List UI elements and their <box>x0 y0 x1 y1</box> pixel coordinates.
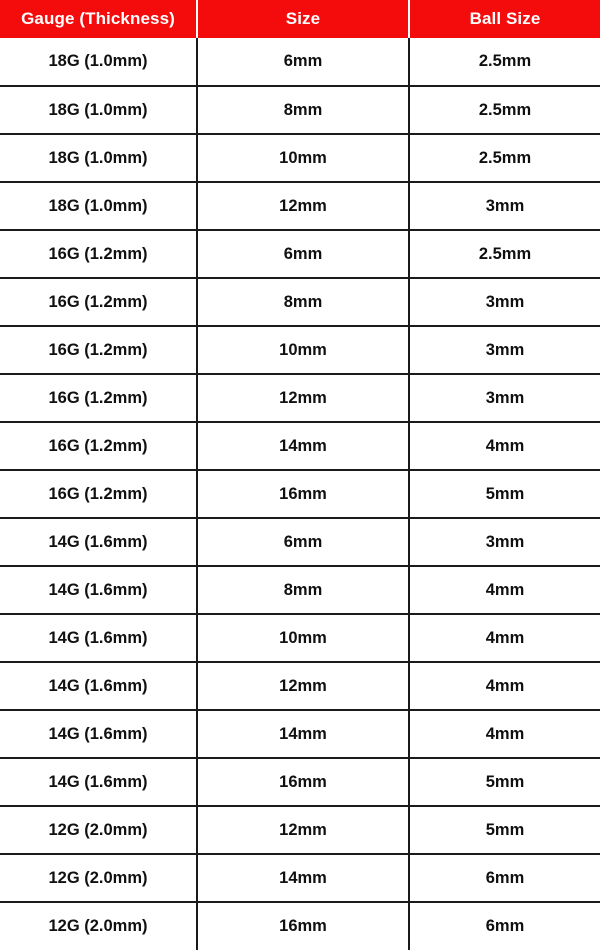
table-header <box>0 0 600 38</box>
table-row <box>0 470 600 518</box>
cell-gauge: 14G (1.6mm) <box>0 758 197 806</box>
table-row <box>0 230 600 278</box>
cell-gauge: 14G (1.6mm) <box>0 518 197 566</box>
table-row <box>0 710 600 758</box>
cell-gauge: 16G (1.2mm) <box>0 278 197 326</box>
cell-size: 14mm <box>197 854 409 902</box>
column-header-ball-size: Ball Size <box>409 0 600 38</box>
table-row <box>0 806 600 854</box>
cell-gauge: 16G (1.2mm) <box>0 326 197 374</box>
cell-ball-size: 3mm <box>409 518 600 566</box>
cell-ball-size: 2.5mm <box>409 134 600 182</box>
cell-ball-size: 3mm <box>409 374 600 422</box>
column-header-gauge: Gauge (Thickness) <box>0 0 197 38</box>
table-header-row <box>0 0 600 38</box>
table-row <box>0 902 600 950</box>
cell-gauge: 18G (1.0mm) <box>0 134 197 182</box>
table-body <box>0 38 600 950</box>
cell-size: 12mm <box>197 182 409 230</box>
cell-gauge: 14G (1.6mm) <box>0 614 197 662</box>
cell-size: 12mm <box>197 806 409 854</box>
cell-ball-size: 4mm <box>409 566 600 614</box>
cell-gauge: 14G (1.6mm) <box>0 662 197 710</box>
cell-size: 8mm <box>197 278 409 326</box>
table-row <box>0 86 600 134</box>
table-row <box>0 566 600 614</box>
table-row <box>0 38 600 86</box>
cell-ball-size: 6mm <box>409 854 600 902</box>
cell-gauge: 16G (1.2mm) <box>0 470 197 518</box>
cell-gauge: 14G (1.6mm) <box>0 710 197 758</box>
table-row <box>0 614 600 662</box>
cell-size: 16mm <box>197 902 409 950</box>
table-row <box>0 278 600 326</box>
cell-gauge: 18G (1.0mm) <box>0 182 197 230</box>
table-row <box>0 518 600 566</box>
cell-ball-size: 5mm <box>409 758 600 806</box>
cell-ball-size: 4mm <box>409 614 600 662</box>
cell-ball-size: 3mm <box>409 278 600 326</box>
cell-gauge: 16G (1.2mm) <box>0 230 197 278</box>
cell-size: 16mm <box>197 758 409 806</box>
cell-size: 8mm <box>197 86 409 134</box>
cell-size: 10mm <box>197 614 409 662</box>
cell-gauge: 18G (1.0mm) <box>0 38 197 86</box>
table-row <box>0 758 600 806</box>
cell-ball-size: 3mm <box>409 182 600 230</box>
table-row <box>0 854 600 902</box>
cell-ball-size: 3mm <box>409 326 600 374</box>
cell-ball-size: 6mm <box>409 902 600 950</box>
cell-ball-size: 4mm <box>409 710 600 758</box>
cell-size: 14mm <box>197 710 409 758</box>
cell-ball-size: 2.5mm <box>409 86 600 134</box>
table-row <box>0 134 600 182</box>
cell-gauge: 12G (2.0mm) <box>0 806 197 854</box>
cell-gauge: 16G (1.2mm) <box>0 422 197 470</box>
cell-gauge: 18G (1.0mm) <box>0 86 197 134</box>
cell-gauge: 12G (2.0mm) <box>0 902 197 950</box>
cell-size: 12mm <box>197 662 409 710</box>
cell-gauge: 16G (1.2mm) <box>0 374 197 422</box>
table-row <box>0 422 600 470</box>
cell-ball-size: 5mm <box>409 806 600 854</box>
cell-size: 8mm <box>197 566 409 614</box>
table-row <box>0 326 600 374</box>
cell-gauge: 14G (1.6mm) <box>0 566 197 614</box>
cell-size: 6mm <box>197 38 409 86</box>
cell-ball-size: 4mm <box>409 422 600 470</box>
cell-ball-size: 2.5mm <box>409 38 600 86</box>
cell-size: 10mm <box>197 134 409 182</box>
cell-ball-size: 2.5mm <box>409 230 600 278</box>
cell-ball-size: 4mm <box>409 662 600 710</box>
cell-size: 6mm <box>197 230 409 278</box>
cell-size: 14mm <box>197 422 409 470</box>
cell-size: 16mm <box>197 470 409 518</box>
table-row <box>0 662 600 710</box>
cell-size: 12mm <box>197 374 409 422</box>
cell-ball-size: 5mm <box>409 470 600 518</box>
cell-size: 6mm <box>197 518 409 566</box>
cell-gauge: 12G (2.0mm) <box>0 854 197 902</box>
table-row <box>0 182 600 230</box>
column-header-size: Size <box>197 0 409 38</box>
cell-size: 10mm <box>197 326 409 374</box>
table-row <box>0 374 600 422</box>
